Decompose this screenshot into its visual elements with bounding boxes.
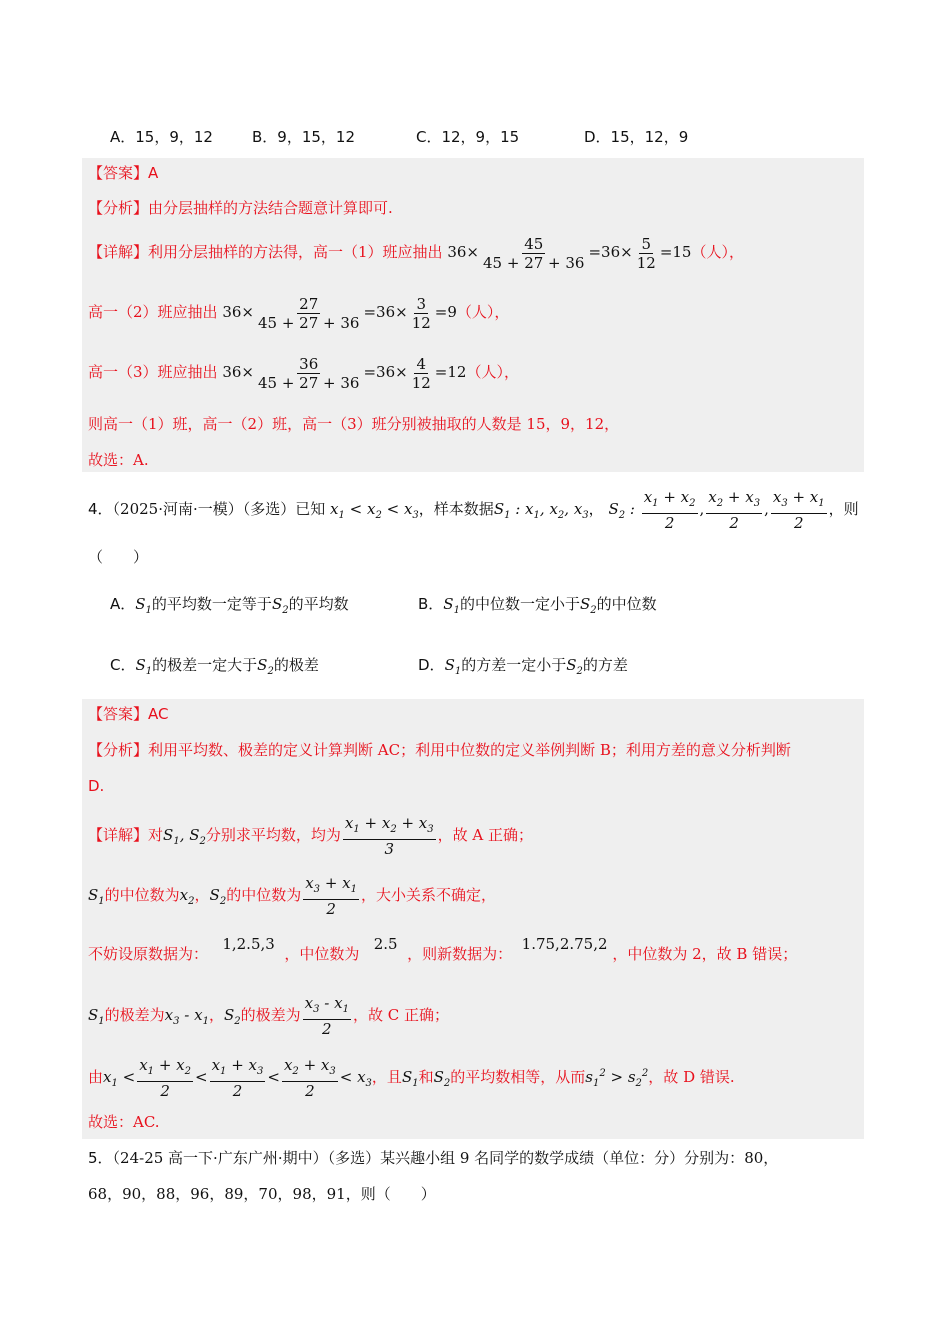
answer-tag: 【答案】 <box>88 164 149 182</box>
q4-detail-5: 由$x_1$ < $\frac{x_1 + x_2}{2}$ < $\frac{x_1 + x_3}{2}$ < $\frac{x_2 + x_3}{2}$ < $x_3$，且$S_1$和$S_2$的平均数相等，从而$s_1^2 > s_2^2$，故 D 错误. <box>88 1056 735 1100</box>
eq2-fraction: $\frac{27}{45 + 27 + 36}$ <box>257 294 360 332</box>
q4-option-d: D．$S_1$的方差一定小于$S_2$的方差 <box>418 656 628 677</box>
q4-choose: 故选：AC. <box>88 1113 160 1131</box>
q3-option-d: D．15，12，9 <box>584 128 689 146</box>
q3-option-c: C．12，9，15 <box>416 128 520 146</box>
q4-analysis-line: 【分析】利用平均数、极差的定义计算判断 AC；利用中位数的定义举例判断 B；利用方差的意义分析判断 <box>88 741 791 759</box>
detail-tag: 【详解】 <box>88 243 149 261</box>
q4-stem: 4．（2025·河南·一模）（多选）已知 $x_1 < x_2 < x_3$，样本数据$S_1$ : $x_1$, $x_2$, $x_3$， $S_2$ : $\frac{x_1 + x_2}{2}$ , $\frac{x_2 + x_3}{2}$ , $\frac{x_3 + x_1}{2}$ ，则 <box>88 488 859 532</box>
q3-option-a: A．15，9，12 <box>110 128 213 146</box>
eq3-fraction: $\frac{36}{45 + 27 + 36}$ <box>257 354 360 392</box>
q4-s2-expr: $S_2$ : <box>608 500 635 521</box>
person-unit: （人）， <box>691 243 744 261</box>
q3-choose: 故选：A. <box>88 451 149 469</box>
eq1-fraction: $\frac{45}{45 + 27 + 36}$ <box>483 234 585 272</box>
eq2-fraction2: $\frac{3}{12}$ <box>411 294 431 332</box>
q3-answer-line <box>88 163 158 183</box>
analysis-text: 由分层抽样的方法结合题意计算即可. <box>148 199 393 217</box>
q4-option-b: B．$S_1$的中位数一定小于$S_2$的中位数 <box>418 595 657 616</box>
q3-analysis-line <box>88 198 393 218</box>
q5-scores: 68，90，88，96，89，70，98，91，则（ ） <box>88 1185 436 1203</box>
q4-detail-2: $S_1$的中位数为$x_2$，$S_2$的中位数为 $\frac{x_3 + x_1}{2}$ ，大小关系不确定， <box>88 874 497 918</box>
q4-sample-text: ，样本数据 <box>418 500 494 518</box>
eq1-mid: =36× <box>588 243 633 261</box>
q4-source: （2025·河南·一模）（多选）已知 <box>112 500 326 518</box>
q3-option-b: B．9，15，12 <box>252 128 356 146</box>
answer-value: A <box>148 164 159 182</box>
q4-answer-line: 【答案】AC <box>88 705 169 723</box>
q4-answer-value: AC <box>148 705 169 723</box>
q4-option-c: C．$S_1$的极差一定大于$S_2$的极差 <box>110 656 319 677</box>
q4-detail-4: $S_1$的极差为$x_3 - x_1$，$S_2$的极差为 $\frac{x_3 - x_1}{2}$ ，故 C 正确； <box>88 994 449 1038</box>
eq1-fraction2: $\frac{5}{12}$ <box>636 234 656 272</box>
q3-class3-line: 高一（3）班应抽出 36× $\frac{36}{45 + 27 + 36}$ =36× $\frac{4}{12}$ =12（人）， <box>88 354 519 392</box>
q4-detail-1: 【详解】对$S_1$, $S_2$分别求平均数，均为 $\frac{x_1 + x_2 + x_3}{3}$ ，故 A 正确； <box>88 814 534 858</box>
q4-s1-expr: $S_1$ : $x_1$, $x_2$, $x_3$ <box>493 500 589 521</box>
q5-stem: 5．（24-25 高一下·广东广州·期中）（多选）某兴趣小组 9 名同学的数学成绩（单位：分）分别为：80， <box>88 1149 779 1167</box>
q4-number: 4． <box>88 500 113 518</box>
q4-then: ，则 <box>828 500 859 518</box>
class3-label: 高一（3）班应抽出 <box>88 363 218 381</box>
detail-intro: 利用分层抽样的方法得，高一（1）班应抽出 <box>148 243 443 261</box>
q4-order-expr: $x_1 < x_2 < x_3$ <box>330 500 419 521</box>
q4-option-a: A．$S_1$的平均数一定等于$S_2$的平均数 <box>110 595 349 616</box>
eq1-coef: 36× <box>447 243 479 261</box>
analysis-tag: 【分析】 <box>88 199 149 217</box>
q3-detail-line <box>88 232 744 272</box>
q4-analysis-line2: D. <box>88 777 105 795</box>
eq3-fraction2: $\frac{4}{12}$ <box>411 354 431 392</box>
q4-paren: （ ） <box>88 548 149 566</box>
q3-class2-line: 高一（2）班应抽出 36× $\frac{27}{45 + 27 + 36}$ =36× $\frac{3}{12}$ =9（人）， <box>88 294 510 332</box>
class2-label: 高一（2）班应抽出 <box>88 303 218 321</box>
eq1-result: =15 <box>659 243 692 261</box>
q4-detail-3: 不妨设原数据为： 1,2.5,3 ，中位数为 2.5 ，则新数据为： 1.75,2.75,2 ，中位数为 2，故 B 错误； <box>88 935 798 963</box>
q3-conclusion: 则高一（1）班，高一（2）班，高一（3）班分别被抽取的人数是 15，9，12， <box>88 415 620 433</box>
